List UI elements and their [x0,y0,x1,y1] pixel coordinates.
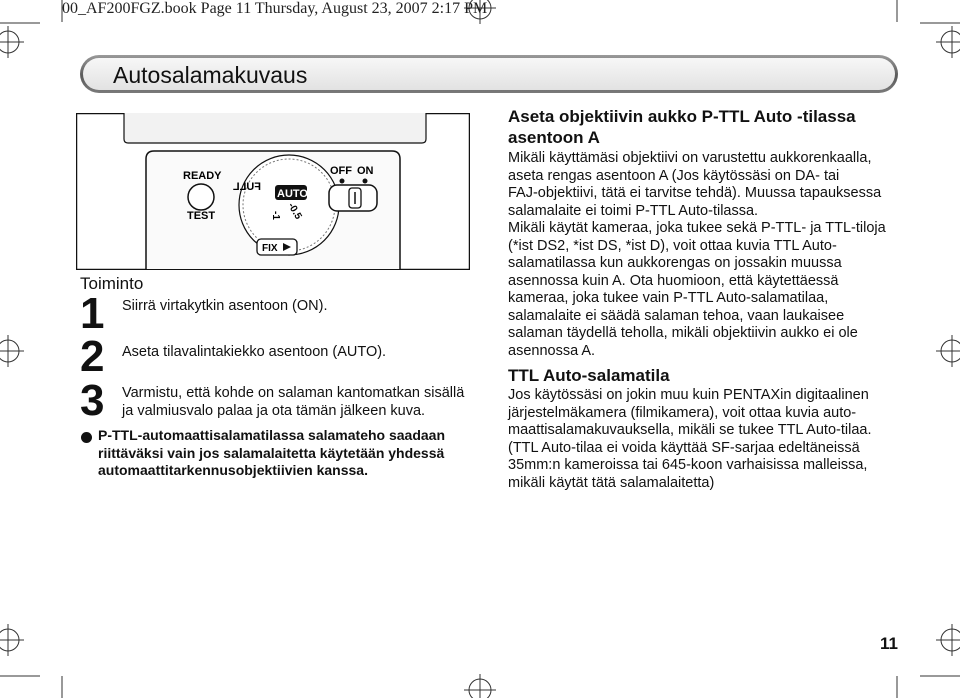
text-line: asennossa kuin A. Ota huomioon, että käytettäessä [508,272,839,289]
step-number-2: 2 [80,332,105,381]
ttl-auto-heading: TTL Auto-salamatila [508,366,670,385]
aperture-paragraph [508,150,886,360]
title-bar [80,55,898,93]
text-line: (TTL Auto-tilaa ei voida käyttää SF-sarjaa edeltäneissä [508,439,860,456]
fix-label: FIX [262,243,278,254]
ready-test-button [188,184,214,210]
text-line: salamalaite ei toimi P-TTL Auto-tilassa. [508,202,759,219]
aperture-heading [508,106,856,148]
aperture-heading-line1: Aseta objektiivin aukko P-TTL Auto -tilassa [508,107,856,126]
step-text-1: Siirrä virtakytkin asentoon (ON). [122,298,328,314]
text-line: (*ist DS2, *ist DS, *ist D), voit ottaa kuvia TTL Auto- [508,237,837,254]
text-line: mikäli käytät tätä salamalaitetta) [508,474,715,491]
on-label: ON [357,165,374,177]
text-line: Jos käytössäsi on jokin muu kuin PENTAXin digitaalinen [508,387,869,403]
text-line: aseta rengas asentoon A (Jos käytössäsi on DA- tai [508,167,840,184]
text-line: FAJ-objektiivi, tätä ei tarvitse tehdä). Muussa tapauksessa [508,185,882,201]
text-line: salamalaite ei säädä salaman tehoa, vaan laukaisee [508,307,845,324]
test-label: TEST [187,210,216,222]
note-text [98,427,445,480]
text-line: asennossa A. [508,342,596,359]
minus-one-label: -1 [270,211,281,220]
page-title: Autosalamakuvaus [113,62,308,88]
step-number-3: 3 [80,376,105,425]
text-line: maattisalamakuvauksella, mikäli se tukee TTL Auto-tilaa. [508,422,872,438]
text-line: Mikäli käytät kameraa, joka tukee sekä P-TTL- ja TTL-tiloja [508,220,886,236]
minus-half-label: -0.5 [285,201,304,222]
operation-heading: Toiminto [80,274,144,293]
text-line: kameraa, joka tukee vain P-TTL Auto-salamatilaa, [508,290,829,306]
print-header: 00_AF200FGZ.book Page 11 Thursday, August 23, 2007 2:17 PM [62,0,488,17]
note-line: riittäväksi vain jos salamalaitetta käytetään yhdessä [98,444,445,461]
note-bullet [81,432,92,443]
aperture-heading-line2: asentoon A [508,128,600,147]
auto-label: AUTO [277,188,308,200]
step-text-3 [122,385,464,420]
text-line: salaman täydellä teholla, mikäli objektiivin aukko ei ole [508,325,858,341]
page-number: 11 [880,634,898,653]
full-label: FULL [232,181,261,193]
ready-label: READY [183,170,222,182]
step-number-1: 1 [80,289,105,338]
step-text-2: Aseta tilavalintakiekko asentoon (AUTO). [122,344,387,360]
text-line: salamatilassa kun aukkorengas on jossakin muussa [508,255,842,271]
text-line: järjestelmäkamera (filmikamera), voit ottaa kuvia auto- [508,404,857,421]
note-line: automaattitarkennusobjektiivien kanssa. [98,462,368,478]
ttl-auto-paragraph [508,387,871,492]
text-line: Mikäli käyttämäsi objektiivi on varustettu aukkorenkaalla, [508,150,872,166]
step-text-3-line2: ja valmiusvalo palaa ja ota tämän jälkeen kuva. [122,402,426,419]
note-line: P-TTL-automaattisalamatilassa salamateho saadaan [98,427,446,443]
step-text-3-line1: Varmistu, että kohde on salaman kantomatkan sisällä [122,385,465,401]
text-line: 35mm:n kameroissa tai 645-koon varhaisissa malleissa, [508,457,868,473]
off-label: OFF [330,165,352,177]
flash-panel-illustration [76,113,470,270]
